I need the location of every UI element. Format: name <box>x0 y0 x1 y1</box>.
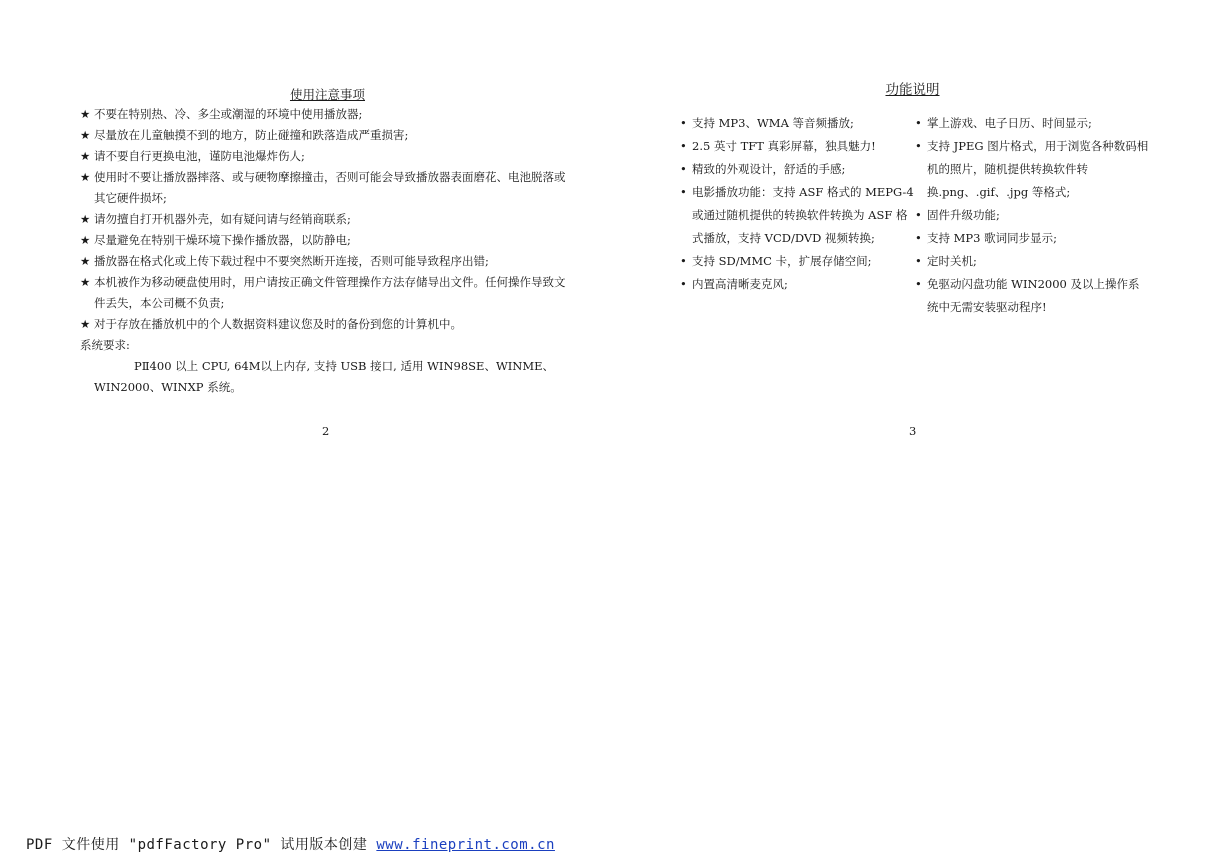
feature-text: 内置高清晰麦克风; <box>692 277 788 291</box>
note-item <box>80 314 575 335</box>
note-item <box>80 146 575 167</box>
feature-item <box>915 204 1150 227</box>
feature-text: 精致的外观设计，舒适的手感; <box>692 162 846 176</box>
bullet-icon: • <box>680 277 687 291</box>
note-text: 尽量放在儿童触摸不到的地方，防止碰撞和跌落造成严重损害; <box>94 128 409 142</box>
system-requirements-label: 系统要求: <box>80 338 130 352</box>
bullet-icon: • <box>680 254 687 268</box>
note-text: 不要在特别热、冷、多尘或潮湿的环境中使用播放器; <box>94 107 363 121</box>
bullet-icon: • <box>680 185 687 199</box>
star-icon: ★ <box>80 128 91 142</box>
feature-text: 支持 JPEG 图片格式，用于浏览各种数码相机的照片，随机提供转换软件转换.png、.gif、.jpg 等格式; <box>927 139 1149 199</box>
feature-text: 掌上游戏、电子日历、时间显示; <box>927 116 1092 130</box>
note-text: 播放器在格式化或上传下载过程中不要突然断开连接，否则可能导致程序出错; <box>94 254 489 268</box>
note-item <box>80 125 575 146</box>
left-page <box>80 86 575 398</box>
star-icon: ★ <box>80 233 91 247</box>
note-item <box>80 104 575 125</box>
star-icon: ★ <box>80 212 91 226</box>
feature-item <box>915 227 1150 250</box>
bullet-icon: • <box>915 231 922 245</box>
feature-text: 支持 MP3、WMA 等音频播放; <box>692 116 854 130</box>
star-icon: ★ <box>80 275 91 289</box>
page-number-left: 2 <box>322 424 330 438</box>
star-icon: ★ <box>80 149 91 163</box>
note-item <box>80 230 575 251</box>
feature-text: 定时关机; <box>927 254 977 268</box>
note-text: 使用时不要让播放器摔落、或与硬物摩擦撞击，否则可能会导致播放器表面磨花、电池脱落或其它硬件损坏; <box>94 170 566 205</box>
note-text: 对于存放在播放机中的个人数据资料建议您及时的备份到您的计算机中。 <box>94 317 462 331</box>
feature-text: 电影播放功能：支持 ASF 格式的 MEPG-4 或通过随机提供的转换软件转换为 ASF 格式播放，支持 VCD/DVD 视频转换; <box>692 185 914 245</box>
page-title: 使用注意事项 <box>289 87 365 102</box>
bullet-icon: • <box>915 208 922 222</box>
page-number-right: 3 <box>909 424 917 438</box>
feature-text: 固件升级功能; <box>927 208 1000 222</box>
page-title-features: 功能说明 <box>885 82 940 98</box>
bullet-icon: • <box>680 116 687 130</box>
footer-link[interactable]: www.fineprint.com.cn <box>376 837 555 853</box>
bullet-icon: • <box>680 162 687 176</box>
feature-text: 2.5 英寸 TFT 真彩屏幕，独具魅力! <box>692 139 876 153</box>
note-text: 请勿擅自打开机器外壳，如有疑问请与经销商联系; <box>94 212 351 226</box>
feature-item <box>915 250 1150 273</box>
feature-text: 支持 MP3 歌词同步显示; <box>927 231 1058 245</box>
feature-item <box>680 181 915 250</box>
features-column-1 <box>680 112 915 319</box>
features-column-2 <box>915 112 1150 319</box>
bullet-icon: • <box>915 139 922 153</box>
feature-item <box>680 273 915 296</box>
note-item <box>80 272 575 314</box>
feature-item <box>680 158 915 181</box>
bullet-icon: • <box>915 277 922 291</box>
system-requirements-body: PⅡ400 以上 CPU, 64M以上内存, 支持 USB 接口, 适用 WIN98SE、WINME、WIN2000、WINXP 系统。 <box>94 359 555 394</box>
note-item <box>80 209 575 230</box>
notes-list <box>80 104 575 335</box>
feature-item <box>915 112 1150 135</box>
star-icon: ★ <box>80 317 91 331</box>
feature-item <box>915 273 1150 319</box>
note-text: 请不要自行更换电池，谨防电池爆炸伤人; <box>94 149 305 163</box>
footer-text: PDF 文件使用 "pdfFactory Pro" 试用版本创建 <box>26 837 377 853</box>
pdf-footer <box>26 834 555 854</box>
note-text: 尽量避免在特别干燥环境下操作播放器，以防静电; <box>94 233 351 247</box>
bullet-icon: • <box>915 116 922 130</box>
feature-item <box>915 135 1150 204</box>
feature-item <box>680 112 915 135</box>
note-item <box>80 167 575 209</box>
feature-text: 免驱动闪盘功能 WIN2000 及以上操作系统中无需安装驱动程序! <box>927 277 1140 314</box>
feature-text: 支持 SD/MMC 卡，扩展存储空间; <box>692 254 872 268</box>
bullet-icon: • <box>915 254 922 268</box>
star-icon: ★ <box>80 170 91 184</box>
star-icon: ★ <box>80 107 91 121</box>
note-text: 本机被作为移动硬盘使用时，用户请按正确文件管理操作方法存储导出文件。任何操作导致文件丢失，本公司概不负责; <box>94 275 566 310</box>
feature-item <box>680 250 915 273</box>
star-icon: ★ <box>80 254 91 268</box>
note-item <box>80 251 575 272</box>
feature-item <box>680 135 915 158</box>
right-page <box>680 80 1150 319</box>
bullet-icon: • <box>680 139 687 153</box>
